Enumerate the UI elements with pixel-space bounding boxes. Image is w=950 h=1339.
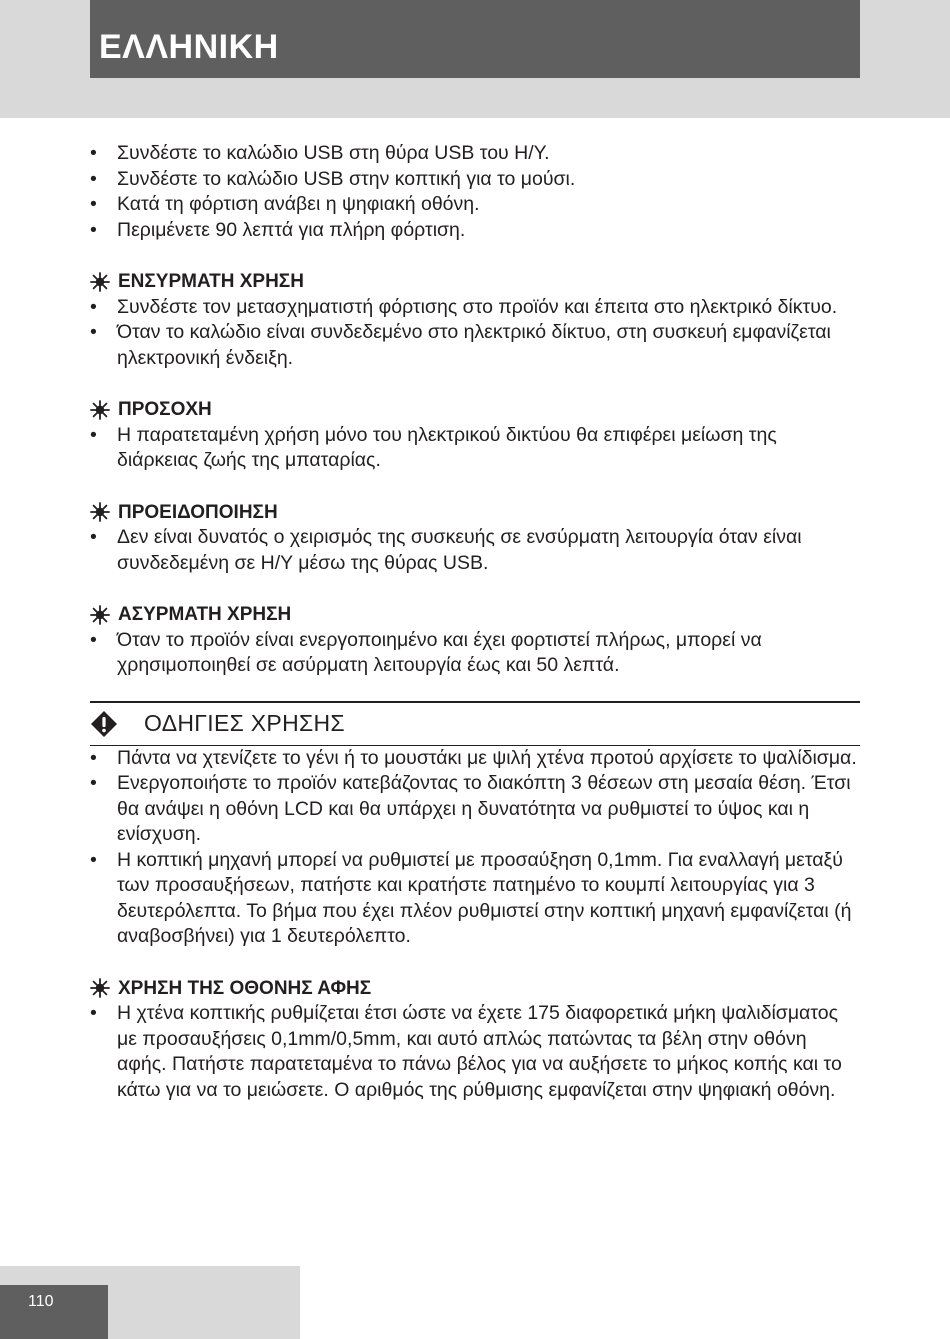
sun-star-icon: [90, 978, 110, 998]
section-heading-text: ΠΡΟΕΙΔΟΠΟΙΗΣΗ: [118, 501, 278, 523]
sun-star-icon: [90, 502, 110, 522]
list-item: • Συνδέστε το καλώδιο USB στην κοπτική για το μούσι.: [90, 167, 860, 193]
list-item: • Συνδέστε τον μετασχηματιστή φόρτισης στο προϊόν και έπειτα στο ηλεκτρικό δίκτυο.: [90, 295, 860, 321]
section-heading-wired-use: [90, 269, 860, 295]
section-list: [90, 295, 860, 372]
section-list: [90, 1001, 860, 1103]
usage-section-title: ΟΔΗΓΙΕΣ ΧΡΗΣΗΣ: [144, 709, 345, 736]
sun-star-icon: [90, 400, 110, 420]
list-item: • Ενεργοποιήστε το προϊόν κατεβάζοντας το διακόπτη 3 θέσεων στη μεσαία θέση. Έτσι θα ανάψει η οθόνη LCD και θα υπάρχει η δυνατότητα να ρυθμιστεί το ύψος και η ενίσχυση.: [90, 771, 860, 848]
sun-star-icon: [90, 272, 110, 292]
section-heading-text: ΕΝΣΥΡΜΑΤΗ ΧΡΗΣΗ: [118, 271, 304, 292]
usage-instructions-banner: [90, 701, 860, 746]
warning-diamond-icon: [90, 710, 118, 738]
usage-list: [90, 746, 860, 950]
sun-star-icon: [90, 605, 110, 625]
list-item: • Η παρατεταμένη χρήση μόνο του ηλεκτρικού δικτύου θα επιφέρει μείωση της διάρκειας ζωής της μπαταρίας.: [90, 423, 860, 474]
page-number: 110: [28, 1293, 54, 1310]
section-list: [90, 423, 860, 474]
section-heading-text: ΠΡΟΣΟΧΗ: [118, 399, 212, 420]
list-item: • Όταν το προϊόν είναι ενεργοποιημένο και έχει φορτιστεί πλήρως, μπορεί να χρησιμοποιηθεί σε ασύρματη λειτουργία έως και 50 λεπτά.: [90, 628, 860, 679]
page-number-box: [0, 1285, 108, 1339]
section-heading-caution: [90, 397, 860, 423]
intro-list: [90, 141, 860, 243]
list-item: • Κατά τη φόρτιση ανάβει η ψηφιακή οθόνη.: [90, 192, 860, 218]
list-item: • Η κοπτική μηχανή μπορεί να ρυθμιστεί με προσαύξηση 0,1mm. Για εναλλαγή μεταξύ των προσαυξήσεων, πατήστε και κρατήστε πατημένο το κουμπί λειτουργίας για 3 δευτερόλεπτα. Το βήμα που έχει πλέον ρυθμιστεί στην κοπτική μηχανή εμφανίζεται (ή αναβοσβήνει) για 1 δευτερόλεπτο.: [90, 848, 860, 950]
list-item: • Όταν το καλώδιο είναι συνδεδεμένο στο ηλεκτρικό δίκτυο, στη συσκευή εμφανίζεται ηλεκτρονική ένδειξη.: [90, 320, 860, 371]
list-item: • Πάντα να χτενίζετε το γένι ή το μουστάκι με ψιλή χτένα προτού αρχίσετε το ψαλίδισμα.: [90, 746, 860, 772]
language-header: [90, 0, 860, 78]
page-title: ΕΛΛΗΝΙΚΗ: [99, 28, 279, 66]
section-list: [90, 525, 860, 576]
section-list: [90, 628, 860, 679]
section-heading-cordless-use: [90, 602, 860, 628]
section-heading-text: ΑΣΥΡΜΑΤΗ ΧΡΗΣΗ: [118, 604, 292, 625]
main-content: [90, 141, 860, 1103]
list-item: • Δεν είναι δυνατός ο χειρισμός της συσκευής σε ενσύρματη λειτουργία όταν είναι συνδεδεμένη σε Η/Υ μέσω της θύρας USB.: [90, 525, 860, 576]
section-heading-touch-screen: [90, 976, 860, 1002]
list-item: • Περιμένετε 90 λεπτά για πλήρη φόρτιση.: [90, 218, 860, 244]
list-item: • Συνδέστε το καλώδιο USB στη θύρα USB του Η/Υ.: [90, 141, 860, 167]
section-heading-warning: [90, 500, 860, 526]
list-item: • Η χτένα κοπτικής ρυθμίζεται έτσι ώστε να έχετε 175 διαφορετικά μήκη ψαλιδίσματος με προσαυξήσεις 0,1mm/0,5mm, και αυτό απλώς πατώντας τα βέλη στην οθόνη αφής. Πατήστε παρατεταμένα το πάνω βέλος για να αυξήσετε το μήκος κοπής και το κάτω για να το μειώσετε. Ο αριθμός της ρύθμισης εμφανίζεται στην ψηφιακή οθόνη.: [90, 1001, 860, 1103]
section-heading-text: ΧΡΗΣΗ ΤΗΣ ΟΘΟΝΗΣ ΑΦΗΣ: [118, 977, 372, 999]
